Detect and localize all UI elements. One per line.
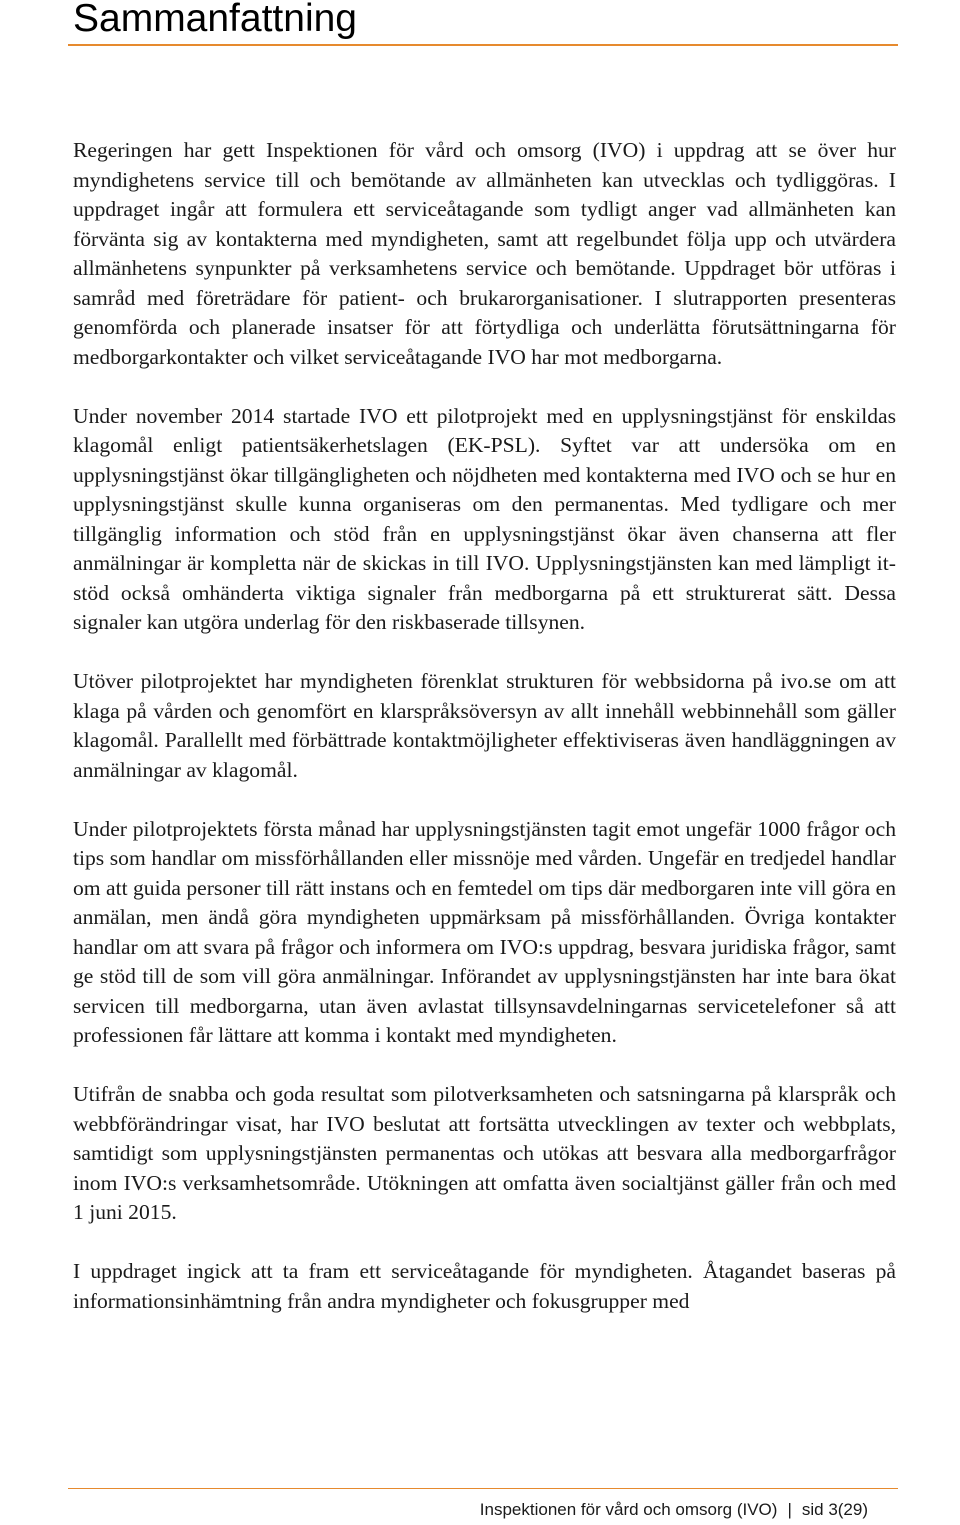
paragraph-3: Utöver pilotprojektet har myndigheten förenklat strukturen för webbsidorna på ivo.se om att klaga på vården och genomfört en klarspråksöversyn av allt innehåll webbinnehåll som gäller klagomål. Parallellt med förbättrade kontaktmöjligheter effektiviseras även handläggningen av anmälningar av klagomål. xyxy=(73,669,896,782)
page-title: Sammanfattning xyxy=(73,0,357,40)
paragraph-2: Under november 2014 startade IVO ett pilotprojekt med en upplysningstjänst för enskildas klagomål enligt patientsäkerhetslagen (EK-PSL). Syftet var att undersöka om en upplysningstjänst ökar tillgängligheten och nöjdheten med kontakterna med IVO och se hur en upplysningstjänst skulle kunna organiseras om den permanentas. Med tydligare och mer tillgänglig information och stöd från en upplysningstjänst ökar även chanserna att fler anmälningar är kompletta när de skickas in till IVO. Upplysningstjänsten kan med lämpligt it-stöd också omhänderta viktiga signaler från medborgarna på ett strukturerat sätt. Dessa signaler kan utgöra underlag för den riskbaserade tillsynen. xyxy=(73,403,896,634)
paragraph-1: Regeringen har gett Inspektionen för vård och omsorg (IVO) i uppdrag att se över hur myndighetens service till och bemötande av allmänheten kan utvecklas och tydliggöras. I uppdraget ingår att formulera ett serviceåtagande som tydligt anger vad allmänheten kan förvänta sig av kontakterna med myndigheten, samt att regelbundet följa upp och utvärdera allmänhetens synpunkter på verksamhetens service och bemötande. Uppdraget bör utföras i samråd med företrädare för patient- och brukarorganisationer. I slutrapporten presenteras genomförda och planerade insatser för att förtydliga och underlätta förutsättningarna för medborgarkontakter och vilket serviceåtagande IVO har mot medborgarna. xyxy=(73,138,896,369)
footer-page-number: sid 3(29) xyxy=(801,1500,868,1519)
paragraph-6: I uppdraget ingick att ta fram ett serviceåtagande för myndigheten. Åtagandet baseras på informationsinhämtning från andra myndigheter och fokusgrupper med xyxy=(73,1259,896,1313)
footer-divider xyxy=(68,1488,898,1489)
paragraph-4: Under pilotprojektets första månad har upplysningstjänsten tagit emot ungefär 1000 frågor och tips som handlar om missförhållanden eller missnöje med vården. Ungefär en tredjedel handlar om att guida personer till rätt instans och en femtedel om tips där medborgaren inte vill göra en anmälan, men ändå göra myndigheten uppmärksam på missförhållanden. Övriga kontakter handlar om att svara på frågor och informera om IVO:s uppdrag, besvara juridiska frågor, samt ge stöd till de som vill göra anmälningar. Införandet av upplysningstjänsten har inte bara ökat servicen till medborgarna, utan även avlastat tillsynsavdelningarnas servicetelefoner så att professionen får lättare att komma i kontakt med myndigheten. xyxy=(73,816,896,1047)
page-footer xyxy=(480,1500,868,1520)
summary-body xyxy=(73,136,896,1346)
footer-organization: Inspektionen för vård och omsorg (IVO) xyxy=(479,1500,778,1519)
footer-separator: | xyxy=(787,1500,792,1519)
title-divider xyxy=(68,44,898,46)
paragraph-5: Utifrån de snabba och goda resultat som pilotverksamheten och satsningarna på klarspråk och webbförändringar visat, har IVO beslutat att fortsätta utvecklingen av texter och webbplats, samtidigt som upplysningstjänsten permanentas och utökas att besvara alla medborgarfrågor inom IVO:s verksamhetsområde. Utökningen att omfatta även socialtjänst gäller från och med 1 juni 2015. xyxy=(73,1082,896,1224)
